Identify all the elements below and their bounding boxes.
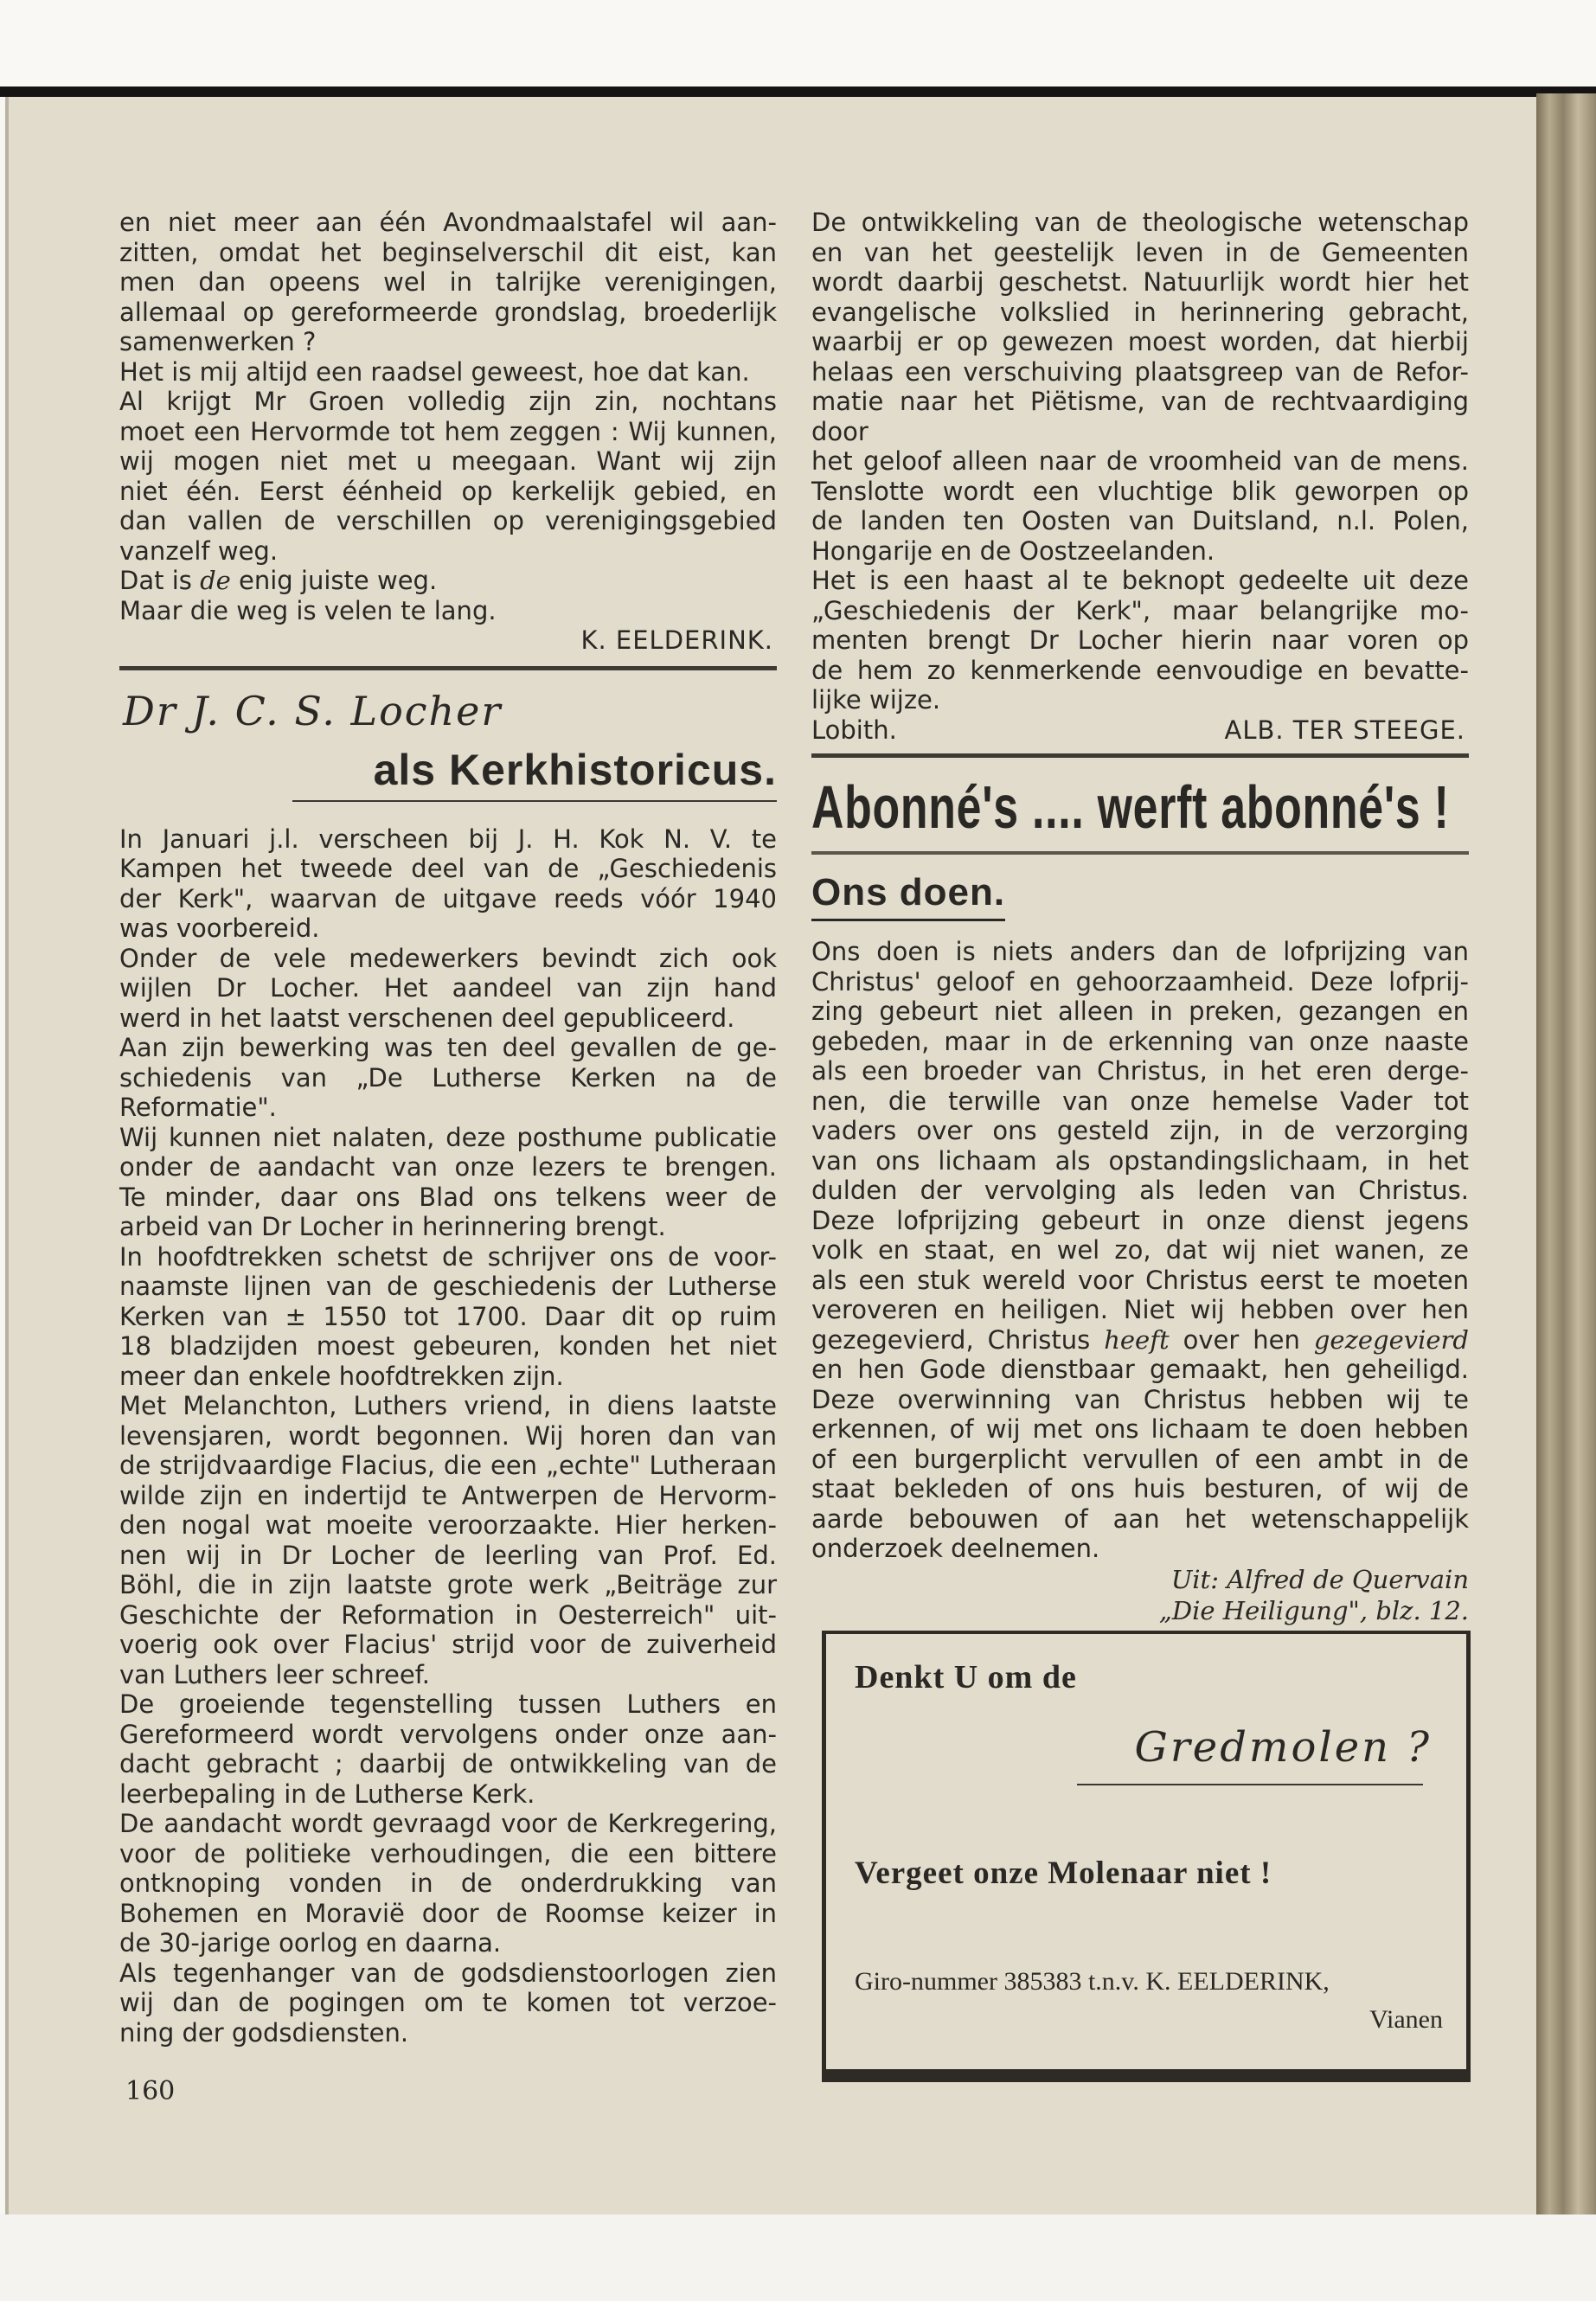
page-number: 160 <box>125 2076 176 2106</box>
scan-top-margin <box>0 0 1596 93</box>
text-line: ning der godsdiensten. <box>119 2017 409 2048</box>
text-line: voerig ook over Flacius' strijd voor de zuiverheid <box>119 1630 777 1659</box>
text-line: allemaal op gereformeerde grondslag, broederlijk <box>119 297 777 327</box>
emphasis: de <box>200 566 231 595</box>
text-line: den nogal wat moeite veroorzaakte. Hier herken- <box>119 1510 777 1540</box>
text-line: van ons lichaam als opstandingslichaam, in het <box>811 1145 1469 1176</box>
text-line: was voorbereid. <box>119 913 320 943</box>
right-column <box>811 208 1469 1626</box>
text-line: gebeden, maar in de erkenning van onze naaste <box>811 1026 1469 1056</box>
text-line: naamste lijnen van de geschiedenis der Lutherse <box>119 1272 777 1301</box>
advert-heading: Denkt U om de <box>855 1659 1077 1695</box>
text-line: en van het geestelijk leven in de Gemeenten <box>811 237 1469 267</box>
text-line: de 30-jarige oorlog en daarna. <box>119 1928 502 1958</box>
text-line: Onder de vele medewerkers bevindt zich ook <box>119 943 777 973</box>
text-line: werd in het laatst verschenen deel gepubliceerd. <box>119 1003 735 1033</box>
text-line: volk en staat, en wel zo, dat wij niet wanen, ze <box>811 1235 1469 1265</box>
text-line: Met Melanchton, Luthers vriend, in diens laatste <box>119 1391 777 1420</box>
text-line: Geschichte der Reformation in Oesterreich" uit- <box>119 1599 777 1630</box>
text-line: leerbepaling in de Lutherse Kerk. <box>119 1779 535 1809</box>
signature-line <box>811 715 1469 746</box>
text-line: Wij kunnen niet nalaten, deze posthume publicatie <box>119 1122 777 1152</box>
text-line: dulden der vervolging als leden van Christus. <box>811 1176 1469 1205</box>
text-line <box>811 1325 1469 1356</box>
text-line: Reformatie". <box>119 1093 277 1122</box>
text-line: moet een Hervormde tot hem zeggen : Wij kunnen, <box>119 416 777 446</box>
text-line: „Geschiedenis der Kerk", maar belangrijke mo- <box>811 595 1469 625</box>
text-line: Aan zijn bewerking was ten deel gevallen de ge- <box>119 1033 777 1062</box>
text-line: veroveren en heiligen. Niet wij hebben over hen <box>811 1295 1469 1324</box>
emphasis: heeft <box>1104 1324 1170 1355</box>
text-line: nen wij in Dr Locher de leerling van Prof. Ed. <box>119 1540 777 1570</box>
text-line: De groeiende tegenstelling tussen Luthers en <box>119 1689 777 1719</box>
advert-box-bottom-bar <box>822 2069 1471 2082</box>
text-line: wordt daarbij geschetst. Natuurlijk wordt hier het <box>811 267 1469 297</box>
text-line: Christus' geloof en gehoorzaamheid. Deze lofprij- <box>811 966 1469 997</box>
text-line: het geloof alleen naar de vroomheid van de mens. <box>811 446 1469 476</box>
text-line: Deze lofprijzing gebeurt in onze dienst jegens <box>811 1205 1469 1235</box>
text-line: Kerken van ± 1550 tot 1700. Daar dit op ruim <box>119 1301 777 1331</box>
text-run: enig juiste weg. <box>230 566 438 595</box>
text-line: zing gebeurt niet alleen in preken, gezangen en <box>811 997 1469 1026</box>
article-title: als Kerkhistoricus. <box>373 745 777 794</box>
text-line: samenwerken ? <box>119 327 317 356</box>
text-line: Als tegenhanger van de godsdienstoorlogen zien <box>119 1958 777 1988</box>
section-divider <box>119 666 777 670</box>
text-line: ontknoping vonden in de onderdrukking van <box>119 1868 777 1898</box>
text-run: Dat is <box>119 566 201 595</box>
author-signature: K. EELDERINK. <box>580 625 773 655</box>
text-run: gezegevierd, Christus <box>811 1324 1105 1355</box>
book-spine-edge <box>1536 93 1596 2214</box>
section-title: Ons doen. <box>811 867 1005 921</box>
text-line: onderzoek deelnemen. <box>811 1534 1100 1563</box>
text-line: Het is mij altijd een raadsel geweest, hoe dat kan. <box>119 356 750 387</box>
text-line: onder de aandacht van onze lezers te brengen. <box>119 1152 777 1182</box>
text-line: In hoofdtrekken schetst de schrijver ons de voor- <box>119 1241 777 1272</box>
text-line: voor de politieke verhoudingen, die een bittere <box>119 1838 777 1868</box>
section-divider <box>811 753 1469 758</box>
text-line: en niet meer aan één Avondmaalstafel wil aan- <box>119 208 777 237</box>
text-line: Kampen het tweede deel van de „Geschiedenis <box>119 854 777 883</box>
advert-callout: Vergeet onze Molenaar niet ! <box>855 1856 1272 1891</box>
text-line: schiedenis van „De Lutherse Kerken na de <box>119 1062 777 1093</box>
text-line: en hen Gode dienstbaar gemaakt, hen geheiligd. <box>811 1355 1469 1384</box>
text-line: helaas een verschuiving plaatsgreep van de Refor- <box>811 356 1469 387</box>
text-line: lijke wijze. <box>811 685 941 715</box>
text-line: 18 bladzijden moest gebeuren, konden het niet <box>119 1331 777 1361</box>
text-line: Het is een haast al te beknopt gedeelte uit deze <box>811 566 1469 595</box>
text-line: erkennen, of wij met ons lichaam te doen hebben <box>811 1414 1469 1444</box>
text-line: menten brengt Dr Locher hierin naar voren op <box>811 625 1469 655</box>
text-line: zitten, omdat het beginselverschil dit eist, kan <box>119 237 777 267</box>
text-line: Ons doen is niets anders dan de lofprijzing van <box>811 937 1469 966</box>
text-line: meer dan enkele hoofdtrekken zijn. <box>119 1361 564 1391</box>
advert-giro-info <box>855 1963 1443 2039</box>
emphasis: gezegevierd <box>1313 1324 1469 1355</box>
text-line: der Kerk", waarvan de uitgave reeds vóór 1940 <box>119 883 777 913</box>
giro-city: Vianen <box>1369 2005 1443 2034</box>
text-line: levensjaren, wordt begonnen. Wij horen dan van <box>119 1420 777 1451</box>
advert-underline <box>1077 1784 1423 1785</box>
text-line: dacht gebracht ; daarbij de ontwikkeling van de <box>119 1749 777 1779</box>
text-run: over hen <box>1169 1324 1314 1355</box>
text-line: niet één. Eerst éénheid op kerkelijk gebied, en <box>119 476 777 506</box>
text-line: vaders over ons gesteld zijn, in de verzorging <box>811 1116 1469 1145</box>
text-line: Tenslotte wordt een vluchtige blik geworpen op <box>811 476 1469 506</box>
text-line: matie naar het Piëtisme, van de rechtvaardiging door <box>811 387 1469 446</box>
subscription-slogan: Abonné's .... werft abonné's ! <box>811 773 1450 841</box>
text-line: nen, die terwille van onze hemelse Vader tot <box>811 1086 1469 1116</box>
scan-top-edge <box>0 87 1596 97</box>
text-line: van Luthers leer schreef. <box>119 1659 431 1689</box>
text-line: als een broeder van Christus, in het eren derge- <box>811 1056 1469 1086</box>
text-line: wilde zijn en indertijd te Antwerpen de Hervorm- <box>119 1480 777 1510</box>
text-line: Bohemen en Moravië door de Roomse keizer in <box>119 1898 777 1928</box>
text-line: als een stuk wereld voor Christus eerst te moeten <box>811 1265 1469 1295</box>
text-line: De aandacht wordt gevraagd voor de Kerkregering, <box>119 1809 777 1838</box>
text-line: vanzelf weg. <box>119 535 279 566</box>
text-line: Maar die weg is velen te lang. <box>119 595 497 625</box>
advert-magazine-name: Gredmolen ? <box>1134 1723 1432 1772</box>
giro-number: Giro-nummer 385383 t.n.v. K. EELDERINK, <box>855 1967 1330 1996</box>
author-signature: ALB. TER STEEGE. <box>1224 715 1465 745</box>
text-line: of een burgerplicht vervullen of een ambt in de <box>811 1444 1469 1474</box>
text-line: wij mogen niet met u meegaan. Want wij zijn <box>119 446 777 476</box>
text-line: Hongarije en de Oostzeelanden. <box>811 535 1215 566</box>
text-line: wij dan de pogingen om te komen tot verzoe- <box>119 1988 777 2017</box>
text-line: men dan opeens wel in talrijke verenigingen, <box>119 267 777 297</box>
text-line: dan vallen de verschillen op verenigingsgebied <box>119 506 777 535</box>
place-name: Lobith. <box>811 715 897 745</box>
text-line: De ontwikkeling van de theologische wetenschap <box>811 208 1469 237</box>
text-line: arbeid van Dr Locher in herinnering brengt. <box>119 1212 666 1241</box>
article-author: Dr J. C. S. Locher <box>123 687 503 734</box>
text-line: aarde bebouwen of aan het wetenschappelijk <box>811 1503 1469 1534</box>
text-line: waarbij er op gewezen moest worden, dat hierbij <box>811 327 1469 356</box>
citation: „Die Heiligung", blz. 12. <box>1158 1595 1469 1625</box>
text-line: evangelische volkslied in herinnering gebracht, <box>811 297 1469 327</box>
text-line: In Januari j.l. verscheen bij J. H. Kok N. V. te <box>119 824 777 854</box>
advert-box <box>822 1631 1471 2082</box>
text-line: de landen ten Oosten van Duitsland, n.l. Polen, <box>811 506 1469 535</box>
citation: Uit: Alfred de Quervain <box>1170 1564 1469 1594</box>
text-line: Böhl, die in zijn laatste grote werk „Beiträge zur <box>119 1570 777 1599</box>
scan-bottom-margin <box>0 2214 1596 2301</box>
text-line: wijlen Dr Locher. Het aandeel van zijn hand <box>119 973 777 1003</box>
text-line: Deze overwinning van Christus hebben wij te <box>811 1384 1469 1414</box>
text-line: de hem zo kenmerkende eenvoudige en bevatte- <box>811 655 1469 685</box>
text-line: Al krijgt Mr Groen volledig zijn zin, nochtans <box>119 387 777 416</box>
text-line <box>119 566 777 596</box>
text-line: Gereformeerd wordt vervolgens onder onze aan- <box>119 1719 777 1749</box>
text-line: Te minder, daar ons Blad ons telkens weer de <box>119 1182 777 1212</box>
left-column <box>119 208 777 2048</box>
text-line: de strijdvaardige Flacius, die een „echte" Lutheraan <box>119 1451 777 1480</box>
text-line: staat bekleden of ons huis besturen, of wij de <box>811 1474 1469 1503</box>
